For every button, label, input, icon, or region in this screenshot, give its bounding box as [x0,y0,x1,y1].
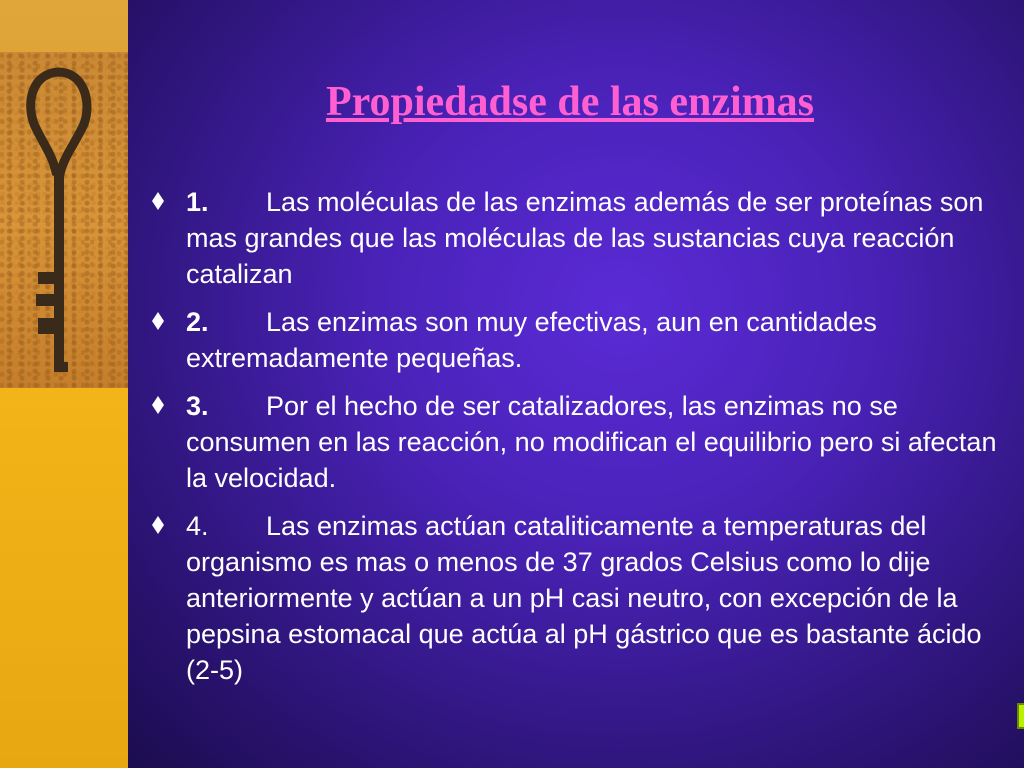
bullet-number: 2. [186,307,209,337]
bullet-list [148,184,1008,700]
bullet-number: 4. [186,511,209,541]
list-item [148,388,1008,496]
right-arrow-icon[interactable] [1016,688,1024,744]
bullet-text: Por el hecho de ser catalizadores, las enzimas no se consumen en las reacción, no modifican el equilibrio pero si afectan la velocidad. [186,391,997,493]
list-item [148,304,1008,376]
bullet-text: Las enzimas actúan cataliticamente a temperaturas del organismo es mas o menos de 37 grados Celsius como lo dije anteriormente y actúan a un pH casi neutro, con excepción de la pepsina estomacal que actúa al pH gástrico que es bastante ácido (2-5) [186,511,982,685]
bullet-number: 3. [186,391,209,421]
bullet-number: 1. [186,187,209,217]
diamond-bullet-icon [152,192,164,210]
slide-canvas [128,0,1024,768]
list-item [148,184,1008,292]
left-decor-strip [0,0,128,768]
orange-band [0,388,128,768]
diamond-bullet-icon [152,312,164,330]
diamond-bullet-icon [152,396,164,414]
bullet-text: Las enzimas son muy efectivas, aun en cantidades extremadamente pequeñas. [186,307,877,373]
bullet-text: Las moléculas de las enzimas además de ser proteínas son mas grandes que las moléculas de las sustancias cuya reacción catalizan [186,187,984,289]
diamond-bullet-icon [152,516,164,534]
slide-title: Propiedadse de las enzimas [325,79,815,125]
old-key-icon [12,62,104,380]
list-item [148,508,1008,688]
